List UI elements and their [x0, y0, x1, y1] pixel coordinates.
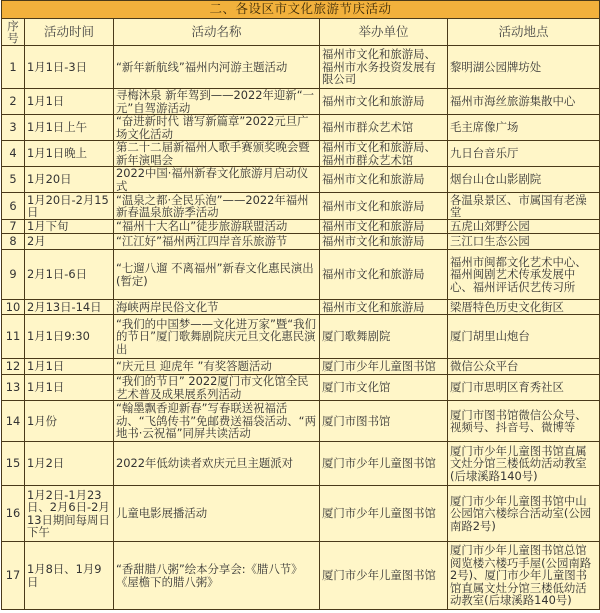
cell-name: 寻梅沐泉 新年驾到——2022年迎新“一元”自驾游活动 — [114, 89, 320, 115]
table-row — [2, 220, 600, 234]
cell-name: 海峡两岸民俗文化节 — [114, 300, 320, 315]
cell-name: “我们的节日” 2022厦门市文化馆全民艺术普及成果展系列活动 — [114, 375, 320, 401]
cell-org: 福州市文化和旅游局、福州市群众艺术馆 — [320, 141, 448, 167]
cell-org: 福州市文化和旅游局 — [320, 167, 448, 193]
cell-loc: 厦门胡里山炮台 — [448, 315, 600, 359]
cell-loc: 梁厝特色历史文化街区 — [448, 300, 600, 315]
cell-loc: 福州市海丝旅游集散中心 — [448, 89, 600, 115]
cell-loc: 毛主席像广场 — [448, 115, 600, 141]
cell-seq: 14 — [2, 401, 25, 442]
table-row — [2, 234, 600, 250]
column-header-org: 举办单位 — [320, 19, 448, 46]
cell-time: 1月1日晚上 — [25, 141, 114, 167]
cell-org: 福州市文化和旅游局 — [320, 250, 448, 300]
cell-name: “翰墨飘香迎新春”写春联送祝福活动、“飞鸽传书”免邮费送福袋活动、“两地书·云祝福”同屏共读活动 — [114, 401, 320, 442]
cell-loc: 福州市闽都文化艺术中心、福州闽剧艺术传承发展中心、福州评话伬艺传习所 — [448, 250, 600, 300]
cell-time: 1月2日 — [25, 442, 114, 486]
cell-time: 1月8日、1月9日 — [25, 542, 114, 610]
cell-loc: 厦门市少年儿童图书馆总馆阅览楼六楼巧手屋(公园南路2号)、厦门市少年儿童图书馆直属文灶分馆三楼低幼活动教室(后埭溪路140号) — [448, 542, 600, 610]
cell-org: 福州市文化和旅游局 — [320, 234, 448, 250]
cell-name: 儿童电影展播活动 — [114, 486, 320, 542]
cell-seq: 15 — [2, 442, 25, 486]
cell-time: 2月13日-14日 — [25, 300, 114, 315]
cell-name: “香甜腊八粥”绘本分享会:《腊八节》《屋檐下的腊八粥》 — [114, 542, 320, 610]
cell-time: 1月2日-1月23日、2月6日-2月13日期间每周日下午 — [25, 486, 114, 542]
table-row — [2, 167, 600, 193]
cell-org: 福州市文化和旅游局 — [320, 193, 448, 220]
cell-name: “温泉之都·全民乐泡”——2022年福州新春温泉旅游季活动 — [114, 193, 320, 220]
cell-name: “庆元旦 迎虎年 ”有奖答题活动 — [114, 359, 320, 375]
table-row — [2, 300, 600, 315]
cell-org: 福州市文化和旅游局 — [320, 300, 448, 315]
cell-seq: 10 — [2, 300, 25, 315]
cell-time: 2月1日-6日 — [25, 250, 114, 300]
cell-org: 厦门市图书馆 — [320, 401, 448, 442]
cell-loc: 各温泉景区、市属国有老澡堂 — [448, 193, 600, 220]
cell-loc: 厦门市少年儿童图书馆直属文灶分馆三楼低幼活动教室(后埭溪路140号) — [448, 442, 600, 486]
events-table — [1, 0, 600, 610]
cell-seq: 16 — [2, 486, 25, 542]
cell-org: 厦门歌舞剧院 — [320, 315, 448, 359]
cell-seq: 4 — [2, 141, 25, 167]
cell-name: “福州十大名山”徒步旅游联盟活动 — [114, 220, 320, 234]
cell-loc: 微信公众平台 — [448, 359, 600, 375]
cell-time: 1月1日 — [25, 359, 114, 375]
cell-time: 1月下旬 — [25, 220, 114, 234]
cell-time: 1月份 — [25, 401, 114, 442]
cell-org: 厦门市少年儿童图书馆 — [320, 486, 448, 542]
cell-name: 2022年低幼读者欢庆元旦主题派对 — [114, 442, 320, 486]
cell-seq: 8 — [2, 234, 25, 250]
table-row — [2, 250, 600, 300]
table-row — [2, 141, 600, 167]
cell-org: 福州市文化和旅游局、福州市水务投资发展有限公司 — [320, 46, 448, 89]
table-row — [2, 359, 600, 375]
table-row — [2, 315, 600, 359]
table-row — [2, 486, 600, 542]
cell-seq: 13 — [2, 375, 25, 401]
cell-seq: 17 — [2, 542, 25, 610]
cell-loc: 厦门市思明区育秀社区 — [448, 375, 600, 401]
column-header-loc: 活动地点 — [448, 19, 600, 46]
cell-time: 1月20日-2月15日 — [25, 193, 114, 220]
column-header-seq: 序号 — [2, 19, 25, 46]
cell-name: “我们的中国梦——文化进万家”暨“我们的节日”厦门歌舞剧院庆元旦文化惠民演出 — [114, 315, 320, 359]
cell-time: 1月1日 — [25, 375, 114, 401]
cell-loc: 五虎山郊野公园 — [448, 220, 600, 234]
cell-loc: 九日台音乐厅 — [448, 141, 600, 167]
cell-name: 2022中国·福州新春文化旅游月启动仪式 — [114, 167, 320, 193]
cell-org: 福州市文化和旅游局 — [320, 220, 448, 234]
cell-loc: 厦门市图书馆微信公众号、视频号、抖音号、微博等 — [448, 401, 600, 442]
cell-time: 1月20日 — [25, 167, 114, 193]
cell-seq: 2 — [2, 89, 25, 115]
cell-seq: 3 — [2, 115, 25, 141]
column-header-name: 活动名称 — [114, 19, 320, 46]
cell-seq: 5 — [2, 167, 25, 193]
table-row — [2, 542, 600, 610]
table-row — [2, 401, 600, 442]
table-row — [2, 375, 600, 401]
cell-loc: 黎明湖公园牌坊处 — [448, 46, 600, 89]
cell-name: “新年新航线”福州内河游主题活动 — [114, 46, 320, 89]
cell-loc: 厦门市少年儿童图书馆中山公园馆六楼综合活动室(公园南路2号) — [448, 486, 600, 542]
table-row — [2, 46, 600, 89]
cell-org: 厦门市少年儿童图书馆 — [320, 542, 448, 610]
cell-seq: 1 — [2, 46, 25, 89]
cell-org: 厦门市少年儿童图书馆 — [320, 359, 448, 375]
cell-name: “江江好”福州两江四岸音乐旅游节 — [114, 234, 320, 250]
cell-seq: 6 — [2, 193, 25, 220]
cell-loc: 烟台山仓山影剧院 — [448, 167, 600, 193]
cell-loc: 三江口生态公园 — [448, 234, 600, 250]
cell-name: “奋进新时代 谱写新篇章”2022元旦广场文化活动 — [114, 115, 320, 141]
cell-org: 厦门市文化馆 — [320, 375, 448, 401]
table-row — [2, 193, 600, 220]
section-title: 二、各设区市文化旅游节庆活动 — [2, 1, 600, 19]
table-title-row — [2, 1, 600, 19]
cell-name: “七遛八遛 不离福州”新春文化惠民演出(暂定) — [114, 250, 320, 300]
column-header-row — [2, 19, 600, 46]
cell-org: 厦门市少年儿童图书馆 — [320, 442, 448, 486]
cell-time: 1月1日9:30 — [25, 315, 114, 359]
cell-time: 1月1日上午 — [25, 115, 114, 141]
table-row — [2, 115, 600, 141]
table-row — [2, 442, 600, 486]
cell-org: 福州市群众艺术馆 — [320, 115, 448, 141]
cell-name: 第二十二届新福州人歌手赛颁奖晚会暨新年演唱会 — [114, 141, 320, 167]
cell-seq: 7 — [2, 220, 25, 234]
cell-seq: 9 — [2, 250, 25, 300]
column-header-time: 活动时间 — [25, 19, 114, 46]
cell-seq: 11 — [2, 315, 25, 359]
cell-seq: 12 — [2, 359, 25, 375]
cell-time: 2月 — [25, 234, 114, 250]
table-row — [2, 89, 600, 115]
cell-time: 1月1日 — [25, 89, 114, 115]
cell-time: 1月1日-3日 — [25, 46, 114, 89]
cell-org: 福州市文化和旅游局 — [320, 89, 448, 115]
